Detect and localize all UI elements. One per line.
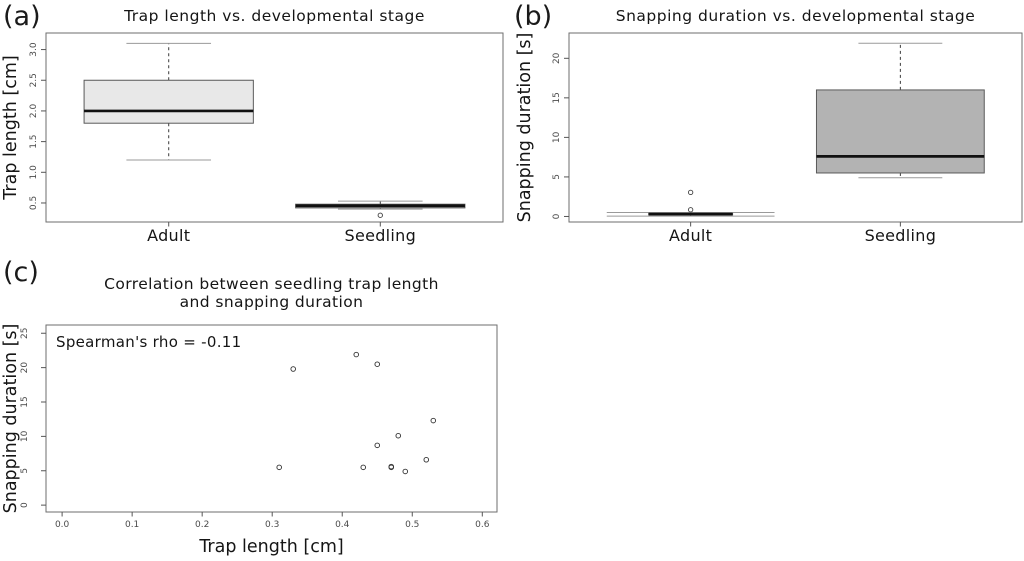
y-axis-label: Snapping duration [s]	[1, 323, 21, 514]
panel-c-letter: (c)	[3, 257, 39, 288]
scatter-point	[375, 443, 380, 448]
y-tick-label: 0	[20, 502, 30, 508]
y-tick-label: 3.0	[29, 42, 39, 57]
x-tick-label: 0.4	[335, 520, 350, 530]
x-tick-label: 0.3	[265, 520, 280, 530]
scatter-point	[424, 457, 429, 462]
y-tick-label: 15	[20, 396, 30, 408]
chart-title: Trap length vs. developmental stage	[124, 7, 425, 25]
boxplot-snapping-duration	[512, 0, 1024, 256]
y-tick-label: 10	[20, 430, 30, 443]
panel-a-letter: (a)	[3, 1, 41, 32]
box-adult	[84, 43, 253, 160]
scatter-point	[354, 352, 359, 357]
outlier-point	[378, 213, 382, 217]
y-tick-label: 20	[20, 361, 30, 374]
y-tick-label: 25	[20, 327, 30, 339]
iqr-box	[816, 90, 984, 173]
plot-border	[46, 325, 497, 512]
y-tick-label: 20	[552, 52, 562, 65]
box-seedling	[816, 43, 984, 177]
x-tick-label: 0.1	[124, 520, 140, 530]
y-tick-label: 10	[552, 131, 562, 144]
box-adult	[607, 190, 775, 216]
y-tick-label: 2.5	[29, 73, 39, 88]
outlier-point	[688, 208, 692, 212]
y-tick-label: 15	[552, 92, 562, 104]
category-label: Seedling	[864, 226, 937, 245]
chart-title-line2: and snapping duration	[179, 293, 364, 311]
x-tick-label: 0.2	[195, 520, 210, 530]
panel-b-letter: (b)	[514, 1, 553, 32]
scatter-point	[375, 362, 380, 367]
scatter-point	[361, 465, 366, 470]
boxplot-trap-length	[0, 0, 512, 256]
chart-title: Snapping duration vs. developmental stage	[615, 7, 976, 25]
y-tick-label: 5	[552, 174, 562, 180]
x-tick-label: 0.6	[475, 520, 490, 530]
x-axis-label: Trap length [cm]	[199, 537, 344, 557]
scatter-point	[431, 418, 436, 423]
x-tick-label: 0.5	[405, 520, 420, 530]
y-tick-label: 1.5	[29, 134, 39, 149]
y-tick-label: 1.0	[29, 165, 39, 180]
plot-border	[46, 33, 503, 222]
outlier-point	[688, 190, 692, 194]
category-label: Seedling	[344, 226, 417, 245]
scatter-point	[403, 469, 408, 474]
chart-title-line1: Correlation between seedling trap length	[104, 275, 439, 293]
scatter-point	[291, 367, 296, 372]
box-seedling	[296, 201, 465, 217]
x-tick-label: 0.0	[54, 520, 70, 530]
spearman-annotation: Spearman's rho = -0.11	[56, 333, 242, 351]
y-tick-label: 2.0	[29, 103, 39, 119]
y-axis-label: Trap length [cm]	[1, 55, 21, 200]
scatter-point	[396, 433, 401, 438]
category-label: Adult	[147, 226, 191, 245]
scatter-correlation	[0, 256, 512, 561]
y-tick-label: 5	[20, 467, 30, 474]
scatter-point	[277, 465, 282, 470]
y-tick-label: 0	[552, 213, 562, 220]
y-axis-label: Snapping duration [s]	[515, 32, 535, 223]
category-label: Adult	[669, 226, 713, 245]
y-tick-label: 0.5	[29, 195, 39, 211]
iqr-box	[84, 80, 253, 123]
